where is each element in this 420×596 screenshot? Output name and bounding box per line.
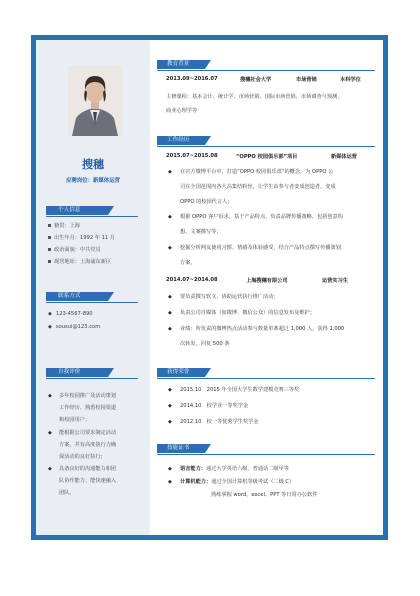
edu-courses: 主修课程：基本会计、统计学、市场营销、国际市场营销、市场调查与预测、 — [166, 94, 343, 100]
bullet-icon: ◆ — [48, 393, 52, 399]
skill-lang: 语言能力：通过大学英语六级、普通话二级甲等 — [180, 466, 289, 472]
job1-line: OPPO 的校园代言人； — [180, 199, 233, 205]
skills-title: 技能证书 — [157, 444, 205, 453]
job1-line: 挖掘分析网友使用习惯、情感及体验感受，结合产品特点撰写传播策划 — [180, 245, 341, 251]
self-eval-line: 能根据公司要求制定活动 — [59, 430, 117, 436]
education-header — [157, 60, 375, 69]
bullet-icon: ◆ — [168, 214, 172, 220]
personal-item: 出生年月：1992 年 11 月 — [48, 234, 115, 241]
bullet-icon: ◆ — [168, 387, 172, 393]
self-eval-line: 保活动的良好执行； — [59, 454, 106, 460]
bullet-icon: ◆ — [168, 294, 172, 300]
job1-period: 2015.07~2015.08 — [166, 153, 218, 159]
self-eval-header — [46, 368, 138, 377]
contact-email: ◆ sousui@123.com — [48, 324, 101, 330]
self-eval-title: 自我评价 — [46, 368, 108, 377]
job2-company: 上海搜穗有限公司 — [246, 278, 288, 284]
bullet-icon: ◆ — [168, 419, 172, 425]
contact-header — [46, 292, 138, 301]
job2-period: 2014.07~2014.08 — [166, 277, 218, 283]
work-title: 工作经历 — [157, 136, 205, 145]
bullet-icon: ◆ — [168, 245, 172, 251]
job1-line: 在官方微博平台中，打造“OPPO 校园俱乐部”的概念，为 OPPO 公 — [180, 169, 334, 175]
bullet-icon: ◆ — [168, 479, 172, 485]
awards-header — [157, 368, 375, 377]
self-eval-line: 方案，并有高度执行力确 — [59, 442, 117, 448]
bullet-icon: ◆ — [48, 466, 52, 472]
self-eval-line: 具备良好的沟通能力和团 — [59, 466, 117, 472]
profile-name: 搜穗 — [82, 158, 104, 171]
profile-job: 应聘岗位：新媒体运营 — [66, 178, 120, 184]
personal-title: 个人信息 — [46, 206, 108, 215]
edu-courses-cont: 商业心理学等 — [166, 108, 198, 114]
self-eval-line: 多年校园推广及活动策划 — [59, 393, 117, 399]
self-eval-line: 团队。 — [59, 490, 75, 496]
email-icon: ◆ — [48, 324, 52, 330]
job1-line: 想、文案撰写等； — [180, 229, 222, 235]
skill-computer-cont: 熟练掌握 word、excel、PPT 等日常办公软件 — [211, 492, 318, 498]
bullet-icon: ◆ — [168, 169, 172, 175]
job2-line: 负责公司自媒体（如微博、微信公众）的信息发布及维护； — [180, 310, 315, 316]
self-eval-line: 和校园用户； — [59, 417, 91, 423]
skills-header — [157, 444, 375, 453]
awards-title: 获得荣誉 — [157, 368, 205, 377]
award-item: 2014.10 校学业一等奖学金 — [180, 403, 249, 409]
job2-line: 要负责撰写软文、协助运营执行推广活动； — [180, 294, 279, 300]
job1-line: 根据 OPPO 客户诉求，基于产品特点，负责品牌传播策略，包括创意构 — [180, 214, 343, 220]
personal-header — [46, 206, 138, 215]
bullet-icon: ◆ — [168, 403, 172, 409]
contact-phone: ◆ 123-4567-890 — [48, 311, 93, 317]
edu-degree: 本科学位 — [340, 77, 361, 83]
job1-line: 方案。 — [180, 260, 196, 266]
job1-line: 司在全国范围内各大高集结粉丝，让学生由参与者变成创造者，变成 — [180, 184, 336, 190]
edu-major: 市场营销 — [296, 77, 317, 83]
job2-role: 运营实习生 — [322, 278, 348, 284]
bullet-icon: ◆ — [48, 430, 52, 436]
bullet-icon: ◆ — [168, 310, 172, 316]
job2-line: 业绩：所负责的微博热点活动参与数量单条超过 1,000 人，获得 1,000 — [180, 326, 345, 332]
personal-item: 籍贯：上海 — [48, 222, 80, 229]
work-header — [157, 136, 375, 145]
job1-project: “OPPO 校园俱乐部”项目 — [236, 154, 298, 160]
education-title: 教育背景 — [157, 60, 205, 69]
job1-role: 新媒体运营 — [331, 154, 357, 160]
personal-item: 政治面貌：中共党员 — [48, 246, 101, 253]
phone-icon: ◆ — [48, 311, 52, 317]
award-item: 2015.10 2015 年全国大学生数学建模竞赛三等奖 — [180, 387, 300, 393]
skill-computer: 计算机能力：通过全国计算机等级考试（二级 C） — [180, 479, 295, 485]
self-eval-line: 工作经历、熟悉校园渠道 — [59, 405, 117, 411]
self-eval-line: 队协作能力、能快速融入 — [59, 478, 117, 484]
personal-item: 现居地址：上海浦东新区 — [48, 258, 111, 265]
bullet-icon: ◆ — [168, 326, 172, 332]
award-item: 2012.10 校一等优秀学生奖学金 — [180, 419, 259, 425]
edu-school: 搜穗社会大学 — [240, 77, 272, 83]
contact-title: 联系方式 — [46, 292, 108, 301]
edu-period: 2013.09~2016.07 — [166, 76, 218, 82]
job2-line: 次转发、回复 500 条 — [180, 341, 230, 347]
profile-photo — [68, 66, 122, 136]
bullet-icon: ◆ — [168, 466, 172, 472]
